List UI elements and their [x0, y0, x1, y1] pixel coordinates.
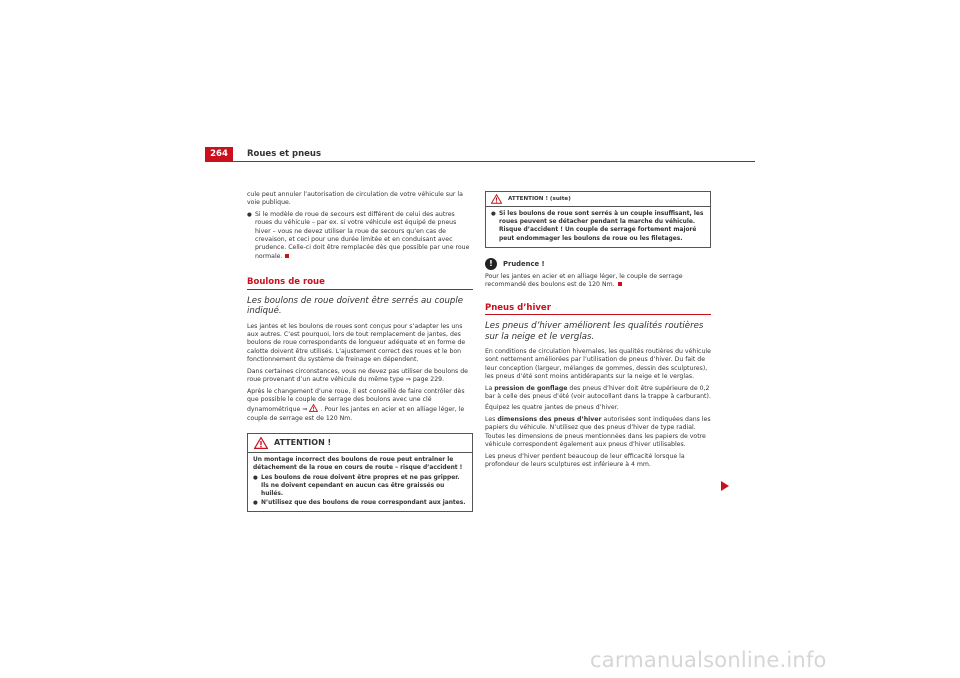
intro-bullet: ● Si le modèle de roue de secours est différent de celui des autres roues du véhicule – par ex. si votre véhicule est équipé de pneus hiver – vous ne devez utiliser la roue de secours qu’en cas de crevaison, et ceci pour une durée limitée et en conduisant avec prudence. Celle-ci doit être remplacée dès que possible par une roue normale.: [247, 211, 473, 261]
paragraph: La pression de gonflage des pneus d’hiver doit être supérieure de 0,2 bar à celle des pneus d’été (voir autocollant dans la trappe à carburant).: [485, 384, 711, 401]
paragraph: Dans certaines circonstances, vous ne devez pas utiliser de boulons de roue provenant d’un autre véhicule du même type ⇒ page 229.: [247, 367, 468, 384]
section-subtitle-pneus-hiver: Les pneus d’hiver améliorent les qualités routières sur la neige et le verglas.: [485, 321, 704, 342]
warning-bullet: ● Si les boulons de roue sont serrés à un couple insuffisant, les roues peuvent se détacher pendant la marche du véhicule. Risque d’accident ! Un couple de serrage fortement majoré peut endommager les boulons de roue ou les filetages.: [491, 210, 705, 243]
paragraph: Les jantes et les boulons de roues sont conçus pour s’adapter les uns aux autres. C’est pourquoi, lors de tout remplacement de jantes, des boulons de roue correspondants de longueur adéquate et en forme de calotte doivent être utilisés. L’ajustement correct des roues et le bon fonctionnement du système de freinage en dépendent.: [247, 322, 466, 364]
section-title-boulons: Boulons de roue: [247, 278, 473, 289]
paragraph: Les pneus d’hiver perdent beaucoup de leur efficacité lorsque la profondeur de leurs sculptures est inférieure à 4 mm.: [485, 452, 685, 468]
warning-continued-header: [486, 192, 710, 206]
exclamation-icon: !: [485, 258, 497, 270]
warning-bullet: ● N’utilisez que des boulons de roue correspondant aux jantes.: [253, 499, 467, 507]
warning-box-header: [248, 434, 472, 452]
watermark: carmanualsonline.info: [590, 648, 827, 672]
next-page-arrow-icon: [721, 481, 729, 491]
caution-header: [485, 258, 711, 270]
section-subtitle-boulons: Les boulons de roue doivent être serrés au couple indiqué.: [247, 295, 464, 317]
left-column: [247, 191, 473, 512]
warning-icon: [309, 404, 318, 412]
end-of-section-icon: [285, 254, 289, 258]
caution-title: Prudence !: [503, 259, 545, 268]
warning-continued-box: [485, 191, 711, 248]
page-number: 264: [205, 147, 233, 161]
paragraph: Après le changement d’une roue, il est conseillé de faire contrôler dès que possible le couple de serrage des boulons avec une clé dynamométrique ⇒ . Pour les jantes en acier et en alliage léger, le couple de serrage est de 120 Nm.: [247, 387, 465, 422]
header-rule: [205, 161, 755, 162]
paragraph: Les dimensions des pneus d’hiver autorisées sont indiquées dans les papiers du véhicule. N’utilisez que des pneus d’hiver de type radial. Toutes les dimensions de pneus mentionnées dans les papiers de votre véhicule correspondent également aux pneus d’hiver utilisables.: [485, 415, 711, 449]
warning-icon: [491, 194, 502, 204]
warning-box: [247, 433, 473, 512]
chapter-title: Roues et pneus: [247, 149, 322, 159]
right-column: [485, 191, 711, 472]
warning-text: Un montage incorrect des boulons de roue peut entraîner le détachement de la roue en cours de route – risque d’accident !: [253, 457, 463, 472]
section-title-pneus-hiver: Pneus d’hiver: [485, 304, 711, 315]
warning-continued-title: ATTENTION ! (suite): [508, 195, 571, 202]
warning-box-body: [248, 452, 472, 511]
warning-continued-body: [486, 206, 710, 247]
paragraph: Équipez les quatre jantes de pneus d’hiver.: [485, 404, 619, 412]
end-of-section-icon: [618, 282, 622, 286]
warning-title: ATTENTION !: [274, 437, 332, 447]
warning-icon: [254, 437, 268, 449]
caution-text: Pour les jantes en acier et en alliage léger, le couple de serrage recommandé des boulons est de 120 Nm.: [485, 272, 683, 289]
paragraph: En conditions de circulation hivernales, les qualités routières du véhicule sont nettement améliorées par l’utilisation de pneus d’hiver. Du fait de leur conception (largeur, mélanges de gommes, dessin des sculptures), les pneus d’été sont moins antidérapants sur la neige et le verglas.: [485, 348, 711, 381]
warning-bullet: ● Les boulons de roue doivent être propres et ne pas gripper. Ils ne doivent cependant en aucun cas être graissés ou huilés.: [253, 474, 467, 499]
intro-paragraph: cule peut annuler l’autorisation de circulation de votre véhicule sur la voie publique.: [247, 191, 463, 207]
